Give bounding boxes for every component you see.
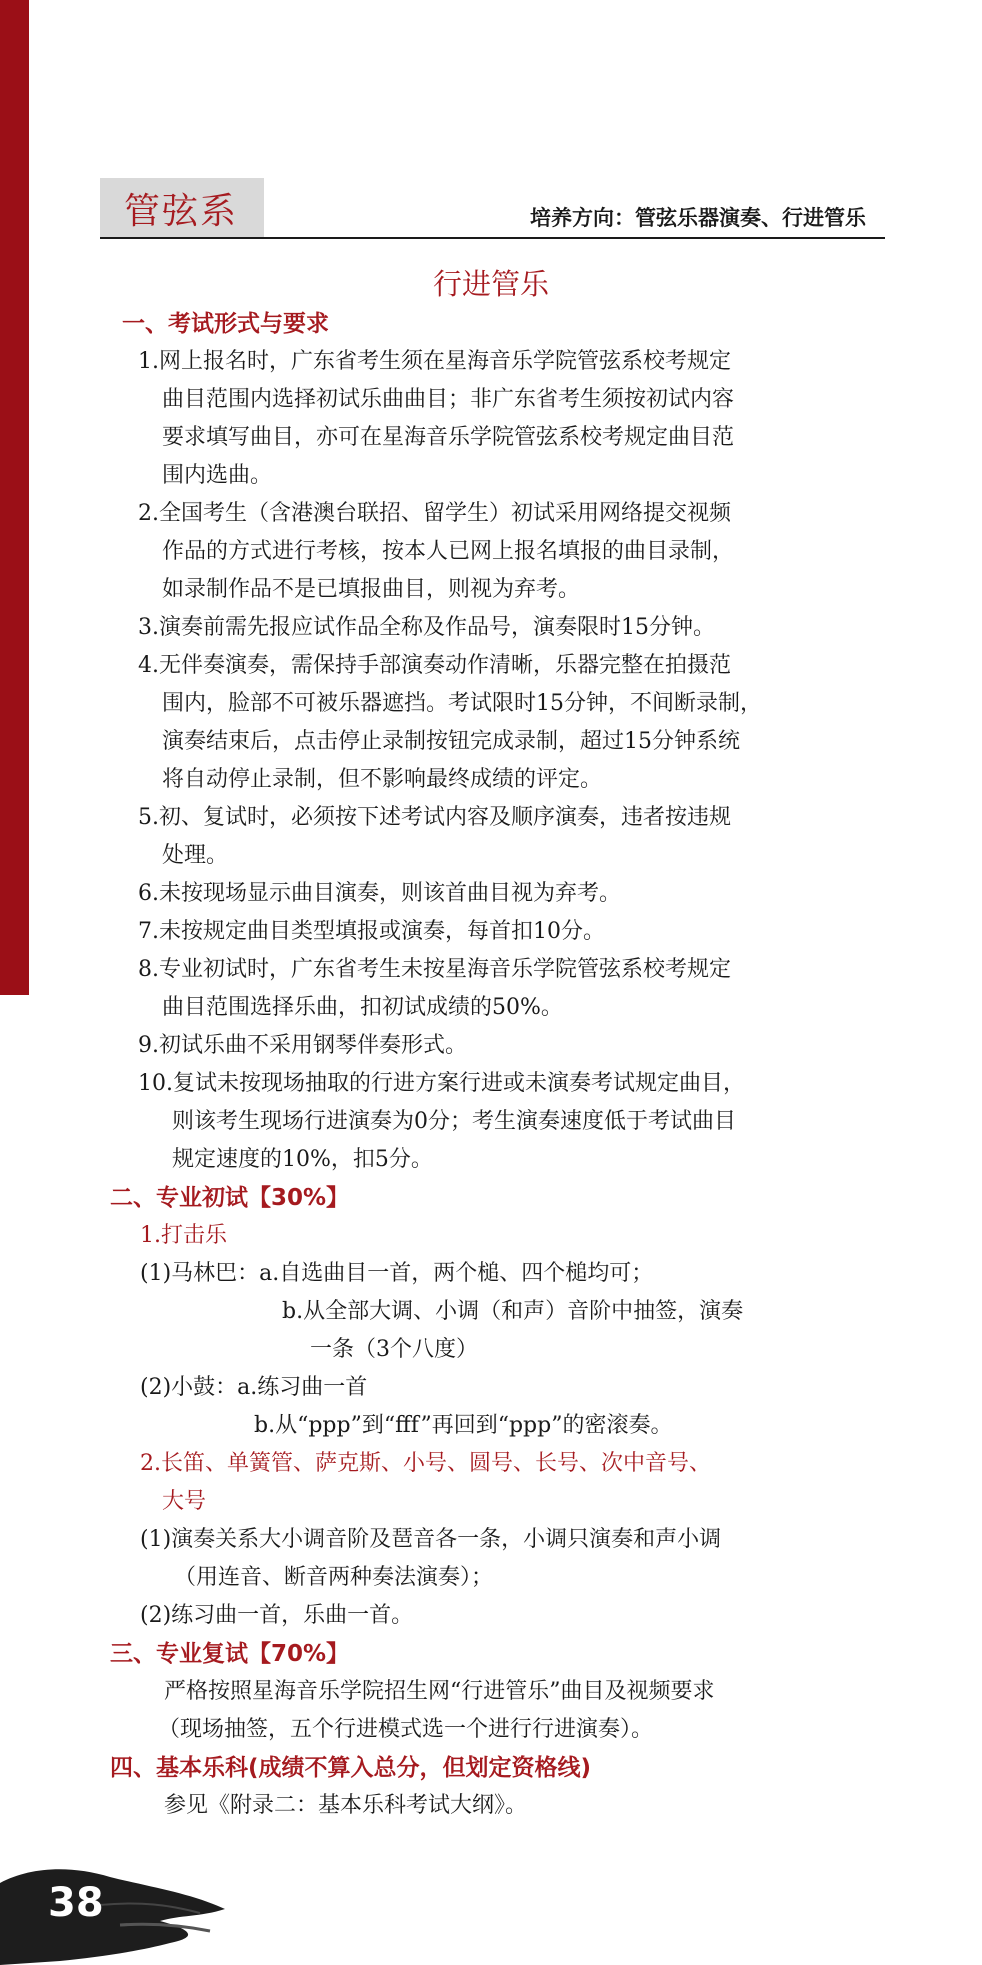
list-text: 演奏前需先报应试作品全称及作品号，演奏限时15分钟。 — [159, 615, 715, 640]
list-number: 9. — [138, 1033, 159, 1058]
header-divider — [100, 237, 885, 239]
list-item-line — [138, 951, 890, 989]
list-item-line — [138, 495, 890, 533]
winds-item-1-cont: （用连音、断音两种奏法演奏）； — [174, 1565, 494, 1590]
list-item-continuation: 围内选曲。 — [162, 463, 273, 488]
list-number: 10. — [138, 1071, 173, 1096]
list-item — [110, 913, 890, 951]
training-direction: 培养方向：管弦乐器演奏、行进管乐 — [530, 206, 866, 230]
list-number: 8. — [138, 957, 159, 982]
snare-item-b: b.从“ppp”到“fff”再回到“ppp”的密滚奏。 — [254, 1413, 673, 1438]
list-item-continuation: 规定速度的10%，扣5分。 — [172, 1147, 433, 1172]
list-text: 初、复试时，必须按下述考试内容及顺序演奏，违者按违规 — [159, 805, 732, 830]
list-number: 3. — [138, 615, 159, 640]
paragraph: 参见《附录二：基本乐科考试大纲》。 — [164, 1793, 528, 1818]
winds-item-2: (2)练习曲一首，乐曲一首。 — [140, 1603, 414, 1628]
list-item-continuation: 将自动停止录制，但不影响最终成绩的评定。 — [162, 767, 603, 792]
list-item — [110, 343, 890, 495]
list-item — [110, 1065, 890, 1179]
list-item-line — [138, 875, 890, 913]
list-item — [110, 609, 890, 647]
page-title: 行进管乐 — [432, 267, 549, 301]
marimba-item-b: b.从全部大调、小调（和声）音阶中抽签，演奏 — [282, 1299, 744, 1324]
list-number: 2. — [138, 501, 159, 526]
list-number: 1. — [138, 349, 159, 374]
ink-brush-stroke — [0, 1865, 230, 1965]
subsection-title-cont: 大号 — [162, 1489, 207, 1514]
paragraph: 严格按照星海音乐学院招生网“行进管乐”曲目及视频要求 — [164, 1679, 715, 1704]
list-item-continuation: 演奏结束后，点击停止录制按钮完成录制，超过15分钟系统 — [162, 729, 740, 754]
list-item-line — [138, 343, 890, 381]
list-number: 6. — [138, 881, 159, 906]
requirements-list — [110, 343, 890, 1179]
list-number: 7. — [138, 919, 159, 944]
side-accent-bar — [0, 0, 29, 995]
list-text: 未按规定曲目类型填报或演奏，每首扣10分。 — [159, 919, 605, 944]
page-number: 38 — [48, 1880, 104, 1926]
list-number: 5. — [138, 805, 159, 830]
list-text: 无伴奏演奏，需保持手部演奏动作清晰，乐器完整在拍摄范 — [159, 653, 732, 678]
list-item-continuation: 围内，脸部不可被乐器遮挡。考试限时15分钟，不间断录制， — [162, 691, 762, 716]
section-heading: 一、考试形式与要求 — [122, 311, 329, 337]
list-item-line — [138, 647, 890, 685]
list-item-continuation: 要求填写曲目，亦可在星海音乐学院管弦系校考规定曲目范 — [162, 425, 735, 450]
list-item-continuation: 曲目范围选择乐曲，扣初试成绩的50%。 — [162, 995, 563, 1020]
list-item — [110, 875, 890, 913]
list-item — [110, 1027, 890, 1065]
list-text: 未按现场显示曲目演奏，则该首曲目视为弃考。 — [159, 881, 622, 906]
list-text: 网上报名时，广东省考生须在星海音乐学院管弦系校考规定 — [159, 349, 732, 374]
list-item-line — [138, 609, 890, 647]
list-item — [110, 495, 890, 609]
paragraph: （现场抽签，五个行进模式选一个进行行进演奏）。 — [158, 1717, 654, 1742]
department-name: 管弦系 — [124, 191, 239, 232]
document-body — [110, 305, 890, 1825]
list-item — [110, 951, 890, 1027]
winds-item-1: (1)演奏关系大小调音阶及琶音各一条，小调只演奏和声小调 — [140, 1527, 722, 1552]
list-item-line — [138, 913, 890, 951]
marimba-item-a: (1)马林巴：a.自选曲目一首，两个槌、四个槌均可； — [140, 1261, 654, 1286]
list-text: 初试乐曲不采用钢琴伴奏形式。 — [159, 1033, 468, 1058]
list-item-line — [138, 1065, 890, 1103]
subsection-title: 2.长笛、单簧管、萨克斯、小号、圆号、长号、次中音号、 — [140, 1451, 711, 1476]
snare-item-a: (2)小鼓：a.练习曲一首 — [140, 1375, 368, 1400]
list-item-continuation: 处理。 — [162, 843, 229, 868]
section-heading: 三、专业复试【70%】 — [110, 1641, 350, 1667]
list-item-continuation: 则该考生现场行进演奏为0分；考生演奏速度低于考试曲目 — [172, 1109, 736, 1134]
list-text: 复试未按现场抽取的行进方案行进或未演奏考试规定曲目， — [173, 1071, 746, 1096]
section-heading: 二、专业初试【30%】 — [110, 1185, 350, 1211]
list-number: 4. — [138, 653, 159, 678]
list-item — [110, 799, 890, 875]
list-item-continuation: 如录制作品不是已填报曲目，则视为弃考。 — [162, 577, 581, 602]
list-item-line — [138, 1027, 890, 1065]
list-text: 专业初试时，广东省考生未按星海音乐学院管弦系校考规定 — [159, 957, 732, 982]
marimba-item-b-cont: 一条（3个八度） — [310, 1337, 478, 1362]
list-item-continuation: 曲目范围内选择初试乐曲曲目；非广东省考生须按初试内容 — [162, 387, 735, 412]
list-item-line — [138, 799, 890, 837]
list-item-continuation: 作品的方式进行考核，按本人已网上报名填报的曲目录制， — [162, 539, 735, 564]
subsection-title: 1.打击乐 — [140, 1223, 227, 1248]
list-item — [110, 647, 890, 799]
list-text: 全国考生（含港澳台联招、留学生）初试采用网络提交视频 — [159, 501, 732, 526]
section-heading: 四、基本乐科(成绩不算入总分，但划定资格线) — [110, 1755, 592, 1781]
